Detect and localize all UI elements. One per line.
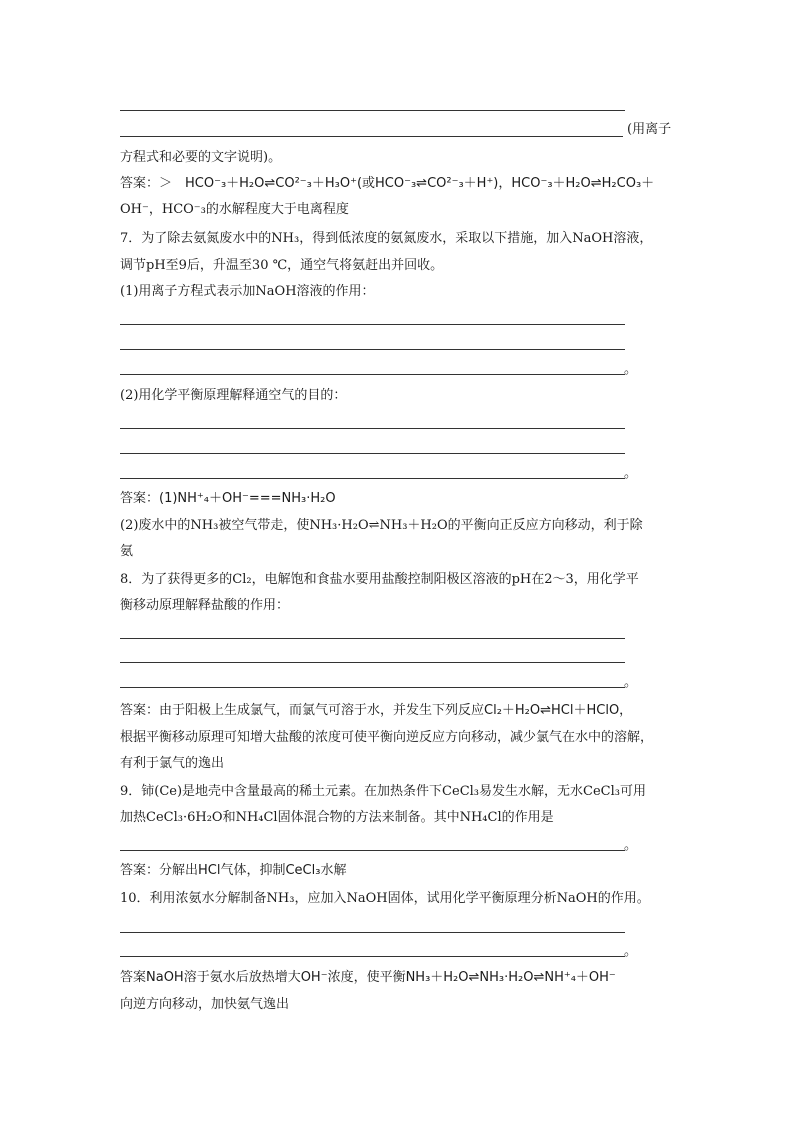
answer-text: 答案NaOH溶于氨水后放热增大OH⁻浓度，使平衡NH₃＋H₂O⇌NH₃·H₂O⇌NH⁺₄＋OH⁻ bbox=[120, 970, 616, 985]
text-line: (2)废水中的NH₃被空气带走，使NH₃·H₂O⇌NH₃＋H₂O的平衡向正反应方向移动，利于除 bbox=[120, 518, 643, 533]
answer-line bbox=[120, 453, 625, 454]
answer-line bbox=[120, 374, 625, 375]
text-line: OH⁻，HCO⁻₃的水解程度大于电离程度 bbox=[120, 202, 349, 217]
text-line: 有利于氯气的逸出 bbox=[120, 756, 225, 771]
answer-line bbox=[120, 687, 625, 688]
text-line: 向逆方向移动，加快氨气逸出 bbox=[120, 997, 290, 1012]
answer-line bbox=[120, 932, 625, 933]
answer-text: 答案：＞ HCO⁻₃＋H₂O⇌CO²⁻₃＋H₃O⁺(或HCO⁻₃⇌CO²⁻₃＋H⁺)，HCO⁻₃＋H₂O⇌H₂CO₃＋ bbox=[120, 176, 655, 191]
answer-line bbox=[120, 662, 625, 663]
question-10: 10．利用浓氨水分解制备NH₃，应加入NaOH固体，试用化学平衡原理分析NaOH的作用。 bbox=[120, 891, 650, 906]
text-line: 根据平衡移动原理可知增大盐酸的浓度可使平衡向逆反应方向移动，减少氯气在水中的溶解， bbox=[120, 730, 654, 745]
text-line: 方程式和必要的文字说明)。 bbox=[120, 150, 282, 165]
text-line: 氨 bbox=[120, 544, 134, 559]
line-tail-text: 。 bbox=[624, 466, 638, 481]
line-tail-text: 。 bbox=[624, 838, 638, 853]
answer-line bbox=[120, 956, 625, 957]
line-tail-text: (用离子 bbox=[627, 122, 672, 137]
line-tail-text: 。 bbox=[624, 675, 638, 690]
text-line: 衡移动原理解释盐酸的作用： bbox=[120, 598, 290, 613]
answer-line bbox=[120, 110, 625, 111]
answer-line bbox=[120, 324, 625, 325]
line-tail-text: 。 bbox=[624, 944, 638, 959]
answer-line bbox=[120, 136, 623, 137]
answer-line bbox=[120, 478, 625, 479]
answer-text: 答案：分解出HCl气体，抑制CeCl₃水解 bbox=[120, 863, 347, 878]
text-line: 调节pH至9后，升温至30 ℃，通空气将氨赶出并回收。 bbox=[120, 258, 444, 273]
line-tail-text: 。 bbox=[624, 362, 638, 377]
answer-line bbox=[120, 850, 625, 851]
question-7: 7．为了除去氨氮废水中的NH₃，得到低浓度的氨氮废水，采取以下措施，加入NaOH溶液， bbox=[120, 231, 653, 246]
answer-line bbox=[120, 428, 625, 429]
sub-question: (1)用离子方程式表示加NaOH溶液的作用： bbox=[120, 284, 375, 299]
answer-line bbox=[120, 349, 625, 350]
answer-line bbox=[120, 638, 625, 639]
sub-question: (2)用化学平衡原理解释通空气的目的： bbox=[120, 388, 347, 403]
answer-text: 答案：由于阳极上生成氯气，而氯气可溶于水，并发生下列反应Cl₂＋H₂O⇌HCl＋HClO， bbox=[120, 703, 633, 718]
answer-text: 答案：(1)NH⁺₄＋OH⁻===NH₃·H₂O bbox=[120, 491, 336, 506]
question-9: 9．铈(Ce)是地壳中含量最高的稀土元素。在加热条件下CeCl₃易发生水解，无水CeCl₃可用 bbox=[120, 784, 646, 799]
question-8: 8．为了获得更多的Cl₂，电解饱和食盐水要用盐酸控制阳极区溶液的pH在2～3，用化学平 bbox=[120, 572, 639, 587]
text-line: 加热CeCl₃·6H₂O和NH₄Cl固体混合物的方法来制备。其中NH₄Cl的作用是 bbox=[120, 810, 554, 825]
